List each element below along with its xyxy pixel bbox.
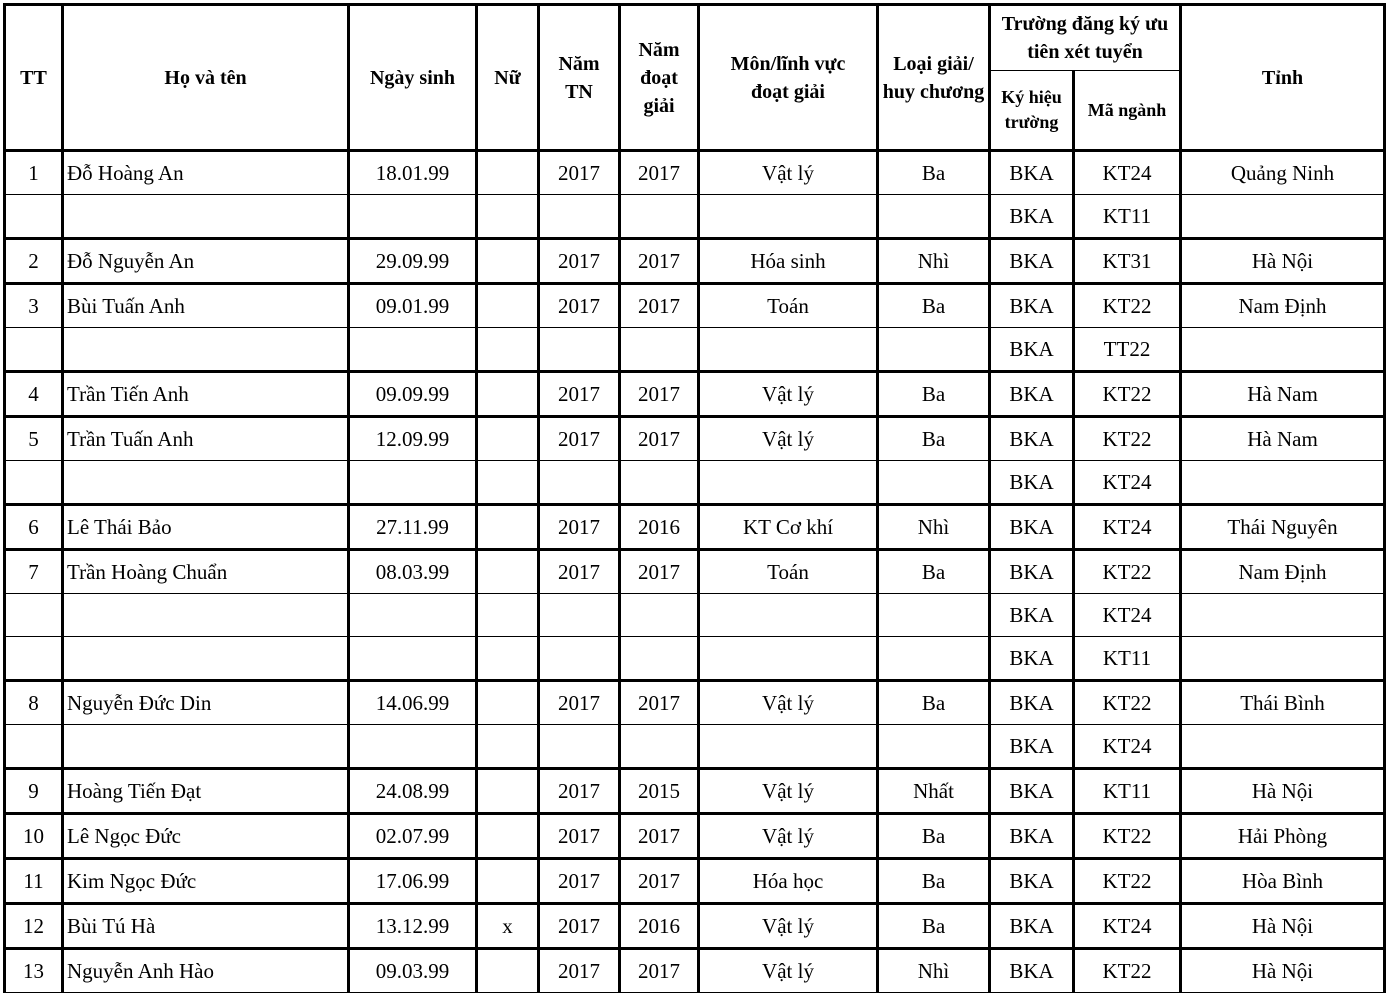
cell-major-code: KT22: [1074, 550, 1181, 594]
cell-name: [63, 195, 349, 239]
cell-award: Ba: [878, 814, 990, 859]
cell-province: Hà Nội: [1181, 904, 1385, 949]
cell-province: Hòa Bình: [1181, 859, 1385, 904]
cell-subject: Vật lý: [699, 814, 878, 859]
table-row: [5, 769, 1385, 814]
cell-award: Ba: [878, 681, 990, 725]
cell-major-code: KT22: [1074, 681, 1181, 725]
cell-province: Nam Định: [1181, 284, 1385, 328]
cell-dob: [349, 594, 477, 637]
cell-tt: 13: [5, 949, 63, 993]
cell-award-year: 2017: [620, 550, 699, 594]
cell-major-code: KT22: [1074, 949, 1181, 993]
cell-dob: [349, 725, 477, 769]
cell-grad-year: 2017: [539, 904, 620, 949]
cell-province: Hải Phòng: [1181, 814, 1385, 859]
cell-award-year: 2017: [620, 949, 699, 993]
cell-dob: 08.03.99: [349, 550, 477, 594]
cell-school-code: BKA: [990, 195, 1074, 239]
cell-female: [477, 505, 539, 550]
cell-school-code: BKA: [990, 594, 1074, 637]
cell-school-code: BKA: [990, 239, 1074, 284]
cell-award: Nhì: [878, 505, 990, 550]
cell-subject: [699, 328, 878, 372]
cell-major-code: KT11: [1074, 637, 1181, 681]
cell-award-year: [620, 328, 699, 372]
cell-female: [477, 284, 539, 328]
header-province: Tỉnh: [1181, 5, 1385, 151]
header-award-year: Năm đoạt giải: [620, 5, 699, 151]
cell-female: [477, 372, 539, 417]
cell-province: [1181, 195, 1385, 239]
cell-female: [477, 328, 539, 372]
cell-dob: 17.06.99: [349, 859, 477, 904]
cell-province: Quảng Ninh: [1181, 151, 1385, 195]
cell-award-year: 2017: [620, 239, 699, 284]
cell-female: [477, 594, 539, 637]
cell-major-code: KT22: [1074, 814, 1181, 859]
table-row: [5, 239, 1385, 284]
cell-award-year: [620, 725, 699, 769]
cell-female: [477, 814, 539, 859]
cell-grad-year: [539, 328, 620, 372]
cell-school-code: BKA: [990, 461, 1074, 505]
cell-female: [477, 151, 539, 195]
cell-school-code: BKA: [990, 949, 1074, 993]
cell-award-year: 2016: [620, 505, 699, 550]
header-female: Nữ: [477, 5, 539, 151]
cell-tt: 1: [5, 151, 63, 195]
cell-female: [477, 461, 539, 505]
cell-tt: [5, 637, 63, 681]
table-row: [5, 151, 1385, 195]
cell-dob: [349, 328, 477, 372]
cell-school-code: BKA: [990, 505, 1074, 550]
cell-award: [878, 195, 990, 239]
header-dob: Ngày sinh: [349, 5, 477, 151]
cell-award-year: 2017: [620, 417, 699, 461]
cell-dob: [349, 461, 477, 505]
cell-grad-year: 2017: [539, 681, 620, 725]
cell-award: [878, 594, 990, 637]
cell-major-code: KT22: [1074, 284, 1181, 328]
cell-name: Trần Tiến Anh: [63, 372, 349, 417]
table-row: [5, 859, 1385, 904]
cell-award: [878, 328, 990, 372]
cell-award: Nhì: [878, 239, 990, 284]
cell-name: [63, 461, 349, 505]
cell-tt: 8: [5, 681, 63, 725]
header-award-type: Loại giải/ huy chương: [878, 5, 990, 151]
cell-grad-year: 2017: [539, 417, 620, 461]
cell-grad-year: 2017: [539, 151, 620, 195]
cell-dob: 24.08.99: [349, 769, 477, 814]
cell-major-code: KT24: [1074, 505, 1181, 550]
cell-award: Ba: [878, 372, 990, 417]
cell-major-code: KT22: [1074, 372, 1181, 417]
table-row: [5, 372, 1385, 417]
table-row: [5, 725, 1385, 769]
table-body: [5, 151, 1385, 993]
cell-female: [477, 637, 539, 681]
cell-dob: 13.12.99: [349, 904, 477, 949]
cell-name: Đỗ Nguyễn An: [63, 239, 349, 284]
header-school-code: Ký hiệu trường: [990, 71, 1074, 151]
cell-school-code: BKA: [990, 284, 1074, 328]
cell-grad-year: 2017: [539, 284, 620, 328]
table-header: [5, 5, 1385, 151]
cell-school-code: BKA: [990, 769, 1074, 814]
cell-award: Ba: [878, 859, 990, 904]
cell-name: Nguyễn Đức Din: [63, 681, 349, 725]
cell-award-year: [620, 461, 699, 505]
header-name: Họ và tên: [63, 5, 349, 151]
cell-school-code: BKA: [990, 328, 1074, 372]
cell-subject: Vật lý: [699, 949, 878, 993]
header-grad-year: Năm TN: [539, 5, 620, 151]
candidate-table: [3, 3, 1386, 993]
cell-tt: 10: [5, 814, 63, 859]
cell-award: [878, 725, 990, 769]
cell-grad-year: [539, 195, 620, 239]
cell-award: Nhất: [878, 769, 990, 814]
cell-province: Thái Nguyên: [1181, 505, 1385, 550]
cell-province: Hà Nội: [1181, 949, 1385, 993]
cell-grad-year: 2017: [539, 814, 620, 859]
header-subject: Môn/lĩnh vực đoạt giải: [699, 5, 878, 151]
table-row: [5, 681, 1385, 725]
cell-name: Đỗ Hoàng An: [63, 151, 349, 195]
cell-dob: 09.09.99: [349, 372, 477, 417]
cell-province: [1181, 594, 1385, 637]
cell-major-code: KT24: [1074, 151, 1181, 195]
cell-award: [878, 637, 990, 681]
cell-female: [477, 949, 539, 993]
cell-subject: Hóa sinh: [699, 239, 878, 284]
cell-province: [1181, 637, 1385, 681]
table-row: [5, 949, 1385, 993]
table-row: [5, 594, 1385, 637]
cell-grad-year: [539, 725, 620, 769]
cell-award-year: 2017: [620, 151, 699, 195]
cell-school-code: BKA: [990, 637, 1074, 681]
table-row: [5, 550, 1385, 594]
cell-award-year: 2016: [620, 904, 699, 949]
cell-major-code: KT22: [1074, 859, 1181, 904]
cell-dob: 27.11.99: [349, 505, 477, 550]
cell-award-year: 2017: [620, 814, 699, 859]
cell-subject: Toán: [699, 550, 878, 594]
cell-name: [63, 725, 349, 769]
cell-subject: Vật lý: [699, 769, 878, 814]
cell-major-code: TT22: [1074, 328, 1181, 372]
cell-award: [878, 461, 990, 505]
header-tt: TT: [5, 5, 63, 151]
cell-female: [477, 195, 539, 239]
cell-school-code: BKA: [990, 550, 1074, 594]
cell-province: Hà Nội: [1181, 239, 1385, 284]
cell-grad-year: 2017: [539, 949, 620, 993]
cell-award-year: [620, 594, 699, 637]
cell-grad-year: 2017: [539, 239, 620, 284]
cell-name: Trần Hoàng Chuẩn: [63, 550, 349, 594]
header-major-code: Mã ngành: [1074, 71, 1181, 151]
cell-award: Ba: [878, 417, 990, 461]
cell-subject: Hóa học: [699, 859, 878, 904]
cell-dob: 02.07.99: [349, 814, 477, 859]
cell-major-code: KT22: [1074, 417, 1181, 461]
cell-subject: [699, 594, 878, 637]
cell-tt: 12: [5, 904, 63, 949]
cell-tt: [5, 461, 63, 505]
cell-grad-year: 2017: [539, 859, 620, 904]
cell-grad-year: [539, 461, 620, 505]
cell-dob: 09.03.99: [349, 949, 477, 993]
cell-tt: [5, 195, 63, 239]
cell-award-year: 2017: [620, 372, 699, 417]
cell-major-code: KT24: [1074, 725, 1181, 769]
cell-tt: 6: [5, 505, 63, 550]
cell-female: [477, 239, 539, 284]
cell-tt: 11: [5, 859, 63, 904]
cell-award-year: 2017: [620, 859, 699, 904]
cell-subject: KT Cơ khí: [699, 505, 878, 550]
cell-female: [477, 769, 539, 814]
cell-award-year: 2017: [620, 681, 699, 725]
cell-female: [477, 725, 539, 769]
cell-school-code: BKA: [990, 904, 1074, 949]
table-row: [5, 637, 1385, 681]
table-row: [5, 814, 1385, 859]
table-row: [5, 505, 1385, 550]
cell-female: [477, 550, 539, 594]
cell-tt: [5, 328, 63, 372]
cell-award: Ba: [878, 550, 990, 594]
table-row: [5, 284, 1385, 328]
cell-name: [63, 637, 349, 681]
cell-subject: [699, 637, 878, 681]
header-school-group: Trường đăng ký ưu tiên xét tuyển: [990, 5, 1181, 71]
cell-female: [477, 681, 539, 725]
cell-subject: [699, 725, 878, 769]
cell-school-code: BKA: [990, 417, 1074, 461]
cell-award: Ba: [878, 284, 990, 328]
cell-major-code: KT11: [1074, 769, 1181, 814]
cell-province: [1181, 725, 1385, 769]
cell-subject: Vật lý: [699, 151, 878, 195]
cell-female: x: [477, 904, 539, 949]
cell-grad-year: 2017: [539, 550, 620, 594]
cell-major-code: KT24: [1074, 904, 1181, 949]
cell-tt: 3: [5, 284, 63, 328]
cell-subject: Vật lý: [699, 417, 878, 461]
cell-tt: 4: [5, 372, 63, 417]
cell-tt: 7: [5, 550, 63, 594]
cell-province: Nam Định: [1181, 550, 1385, 594]
cell-name: Bùi Tú Hà: [63, 904, 349, 949]
cell-province: [1181, 461, 1385, 505]
cell-name: Lê Thái Bảo: [63, 505, 349, 550]
cell-grad-year: 2017: [539, 769, 620, 814]
cell-grad-year: [539, 594, 620, 637]
cell-school-code: BKA: [990, 151, 1074, 195]
cell-award: Nhì: [878, 949, 990, 993]
cell-female: [477, 417, 539, 461]
cell-subject: Vật lý: [699, 372, 878, 417]
table-row: [5, 195, 1385, 239]
table-row: [5, 461, 1385, 505]
cell-grad-year: [539, 637, 620, 681]
table-row: [5, 904, 1385, 949]
table-row: [5, 417, 1385, 461]
cell-award-year: [620, 637, 699, 681]
cell-name: Kim Ngọc Đức: [63, 859, 349, 904]
cell-dob: 29.09.99: [349, 239, 477, 284]
cell-name: [63, 594, 349, 637]
cell-subject: Vật lý: [699, 681, 878, 725]
cell-province: Hà Nam: [1181, 417, 1385, 461]
cell-dob: 14.06.99: [349, 681, 477, 725]
cell-school-code: BKA: [990, 814, 1074, 859]
cell-award-year: [620, 195, 699, 239]
cell-grad-year: 2017: [539, 505, 620, 550]
cell-name: Lê Ngọc Đức: [63, 814, 349, 859]
cell-award-year: 2015: [620, 769, 699, 814]
cell-dob: [349, 637, 477, 681]
cell-name: Trần Tuấn Anh: [63, 417, 349, 461]
cell-dob: 09.01.99: [349, 284, 477, 328]
cell-province: Hà Nam: [1181, 372, 1385, 417]
cell-award: Ba: [878, 151, 990, 195]
cell-major-code: KT24: [1074, 461, 1181, 505]
cell-tt: [5, 725, 63, 769]
cell-major-code: KT24: [1074, 594, 1181, 637]
cell-major-code: KT11: [1074, 195, 1181, 239]
cell-province: [1181, 328, 1385, 372]
cell-dob: 18.01.99: [349, 151, 477, 195]
cell-tt: 5: [5, 417, 63, 461]
cell-subject: [699, 461, 878, 505]
cell-province: Thái Bình: [1181, 681, 1385, 725]
cell-dob: 12.09.99: [349, 417, 477, 461]
cell-tt: 2: [5, 239, 63, 284]
cell-award-year: 2017: [620, 284, 699, 328]
cell-award: Ba: [878, 904, 990, 949]
cell-school-code: BKA: [990, 372, 1074, 417]
cell-major-code: KT31: [1074, 239, 1181, 284]
cell-subject: Toán: [699, 284, 878, 328]
cell-school-code: BKA: [990, 681, 1074, 725]
cell-school-code: BKA: [990, 725, 1074, 769]
cell-name: [63, 328, 349, 372]
cell-female: [477, 859, 539, 904]
cell-province: Hà Nội: [1181, 769, 1385, 814]
cell-grad-year: 2017: [539, 372, 620, 417]
cell-tt: 9: [5, 769, 63, 814]
cell-name: Nguyễn Anh Hào: [63, 949, 349, 993]
cell-school-code: BKA: [990, 859, 1074, 904]
cell-name: Bùi Tuấn Anh: [63, 284, 349, 328]
cell-dob: [349, 195, 477, 239]
cell-name: Hoàng Tiến Đạt: [63, 769, 349, 814]
cell-subject: [699, 195, 878, 239]
cell-subject: Vật lý: [699, 904, 878, 949]
table-row: [5, 328, 1385, 372]
cell-tt: [5, 594, 63, 637]
